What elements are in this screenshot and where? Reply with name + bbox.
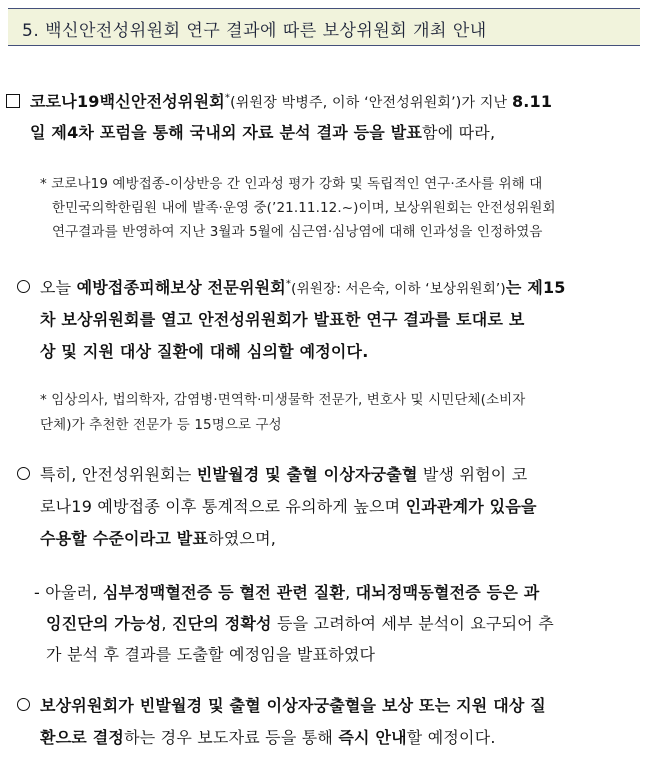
section-header [8,8,640,46]
item-3-line-2: 로나19 예방접종 이후 통계적으로 유의하게 높으며 인과관계가 있음을 [40,497,537,516]
item-2-line-3: 상 및 지원 대상 질환에 대해 심의할 예정이다. [40,342,369,361]
item-2-note-line-1: * 임상의사, 법의학자, 감염병·면역학·미생물학 전문가, 변호사 및 시민단체(소비자 [40,392,526,408]
section-title: 5. 백신안전성위원회 연구 결과에 따른 보상위원회 개최 안내 [22,21,487,41]
circle-bullet-icon [17,467,30,480]
square-bullet-icon [6,94,20,108]
circle-bullet-icon [17,280,30,293]
item-3-line-1: 특히, 안전성위원회는 빈발월경 및 출혈 이상자궁출혈 발생 위험이 코 [40,465,528,484]
item-4-line-2: 잉진단의 가능성, 진단의 정확성 등을 고려하여 세부 분석이 요구되어 추 [46,614,554,633]
item-5-line-2: 환으로 결정하는 경우 보도자료 등을 통해 즉시 안내할 예정이다. [40,728,496,747]
item-4-line-3: 가 분석 후 결과를 도출할 예정임을 발표하였다 [46,645,376,664]
item-1-line-1: 코로나19백신안전성위원회*(위원장 박병주, 이하 ‘안전성위원회’)가 지난 8.11 [30,92,553,111]
item-1-note-line-2: 한민국의학한림원 내에 발족·운영 중(’21.11.12.~)이며, 보상위원회는 안전성위원회 [52,200,556,216]
item-3-line-3: 수용할 수준이라고 발표하였으며, [40,529,277,548]
item-1-line-2: 일 제4차 포럼을 통해 국내외 자료 분석 결과 등을 발표함에 따라, [30,123,496,142]
circle-bullet-icon [17,698,30,711]
item-4-line-1: - 아울러, 심부정맥혈전증 등 혈전 관련 질환, 대뇌정맥동혈전증 등은 과 [34,583,540,602]
item-2-line-1: 오늘 예방접종피해보상 전문위원회*(위원장: 서은숙, 이하 ‘보상위원회’)는 제15 [40,278,566,297]
item-5-line-1: 보상위원회가 빈발월경 및 출혈 이상자궁출혈을 보상 또는 지원 대상 질 [40,696,546,715]
item-1-note-line-3: 연구결과를 반영하여 지난 3월과 5월에 심근염·심낭염에 대해 인과성을 인정하였음 [52,224,543,240]
item-2-note-line-2: 단체)가 추천한 전문가 등 15명으로 구성 [40,417,282,433]
item-2-line-2: 차 보상위원회를 열고 안전성위원회가 발표한 연구 결과를 토대로 보 [40,310,525,329]
item-1-note-line-1: * 코로나19 예방접종-이상반응 간 인과성 평가 강화 및 독립적인 연구·조사를 위해 대 [40,176,543,192]
